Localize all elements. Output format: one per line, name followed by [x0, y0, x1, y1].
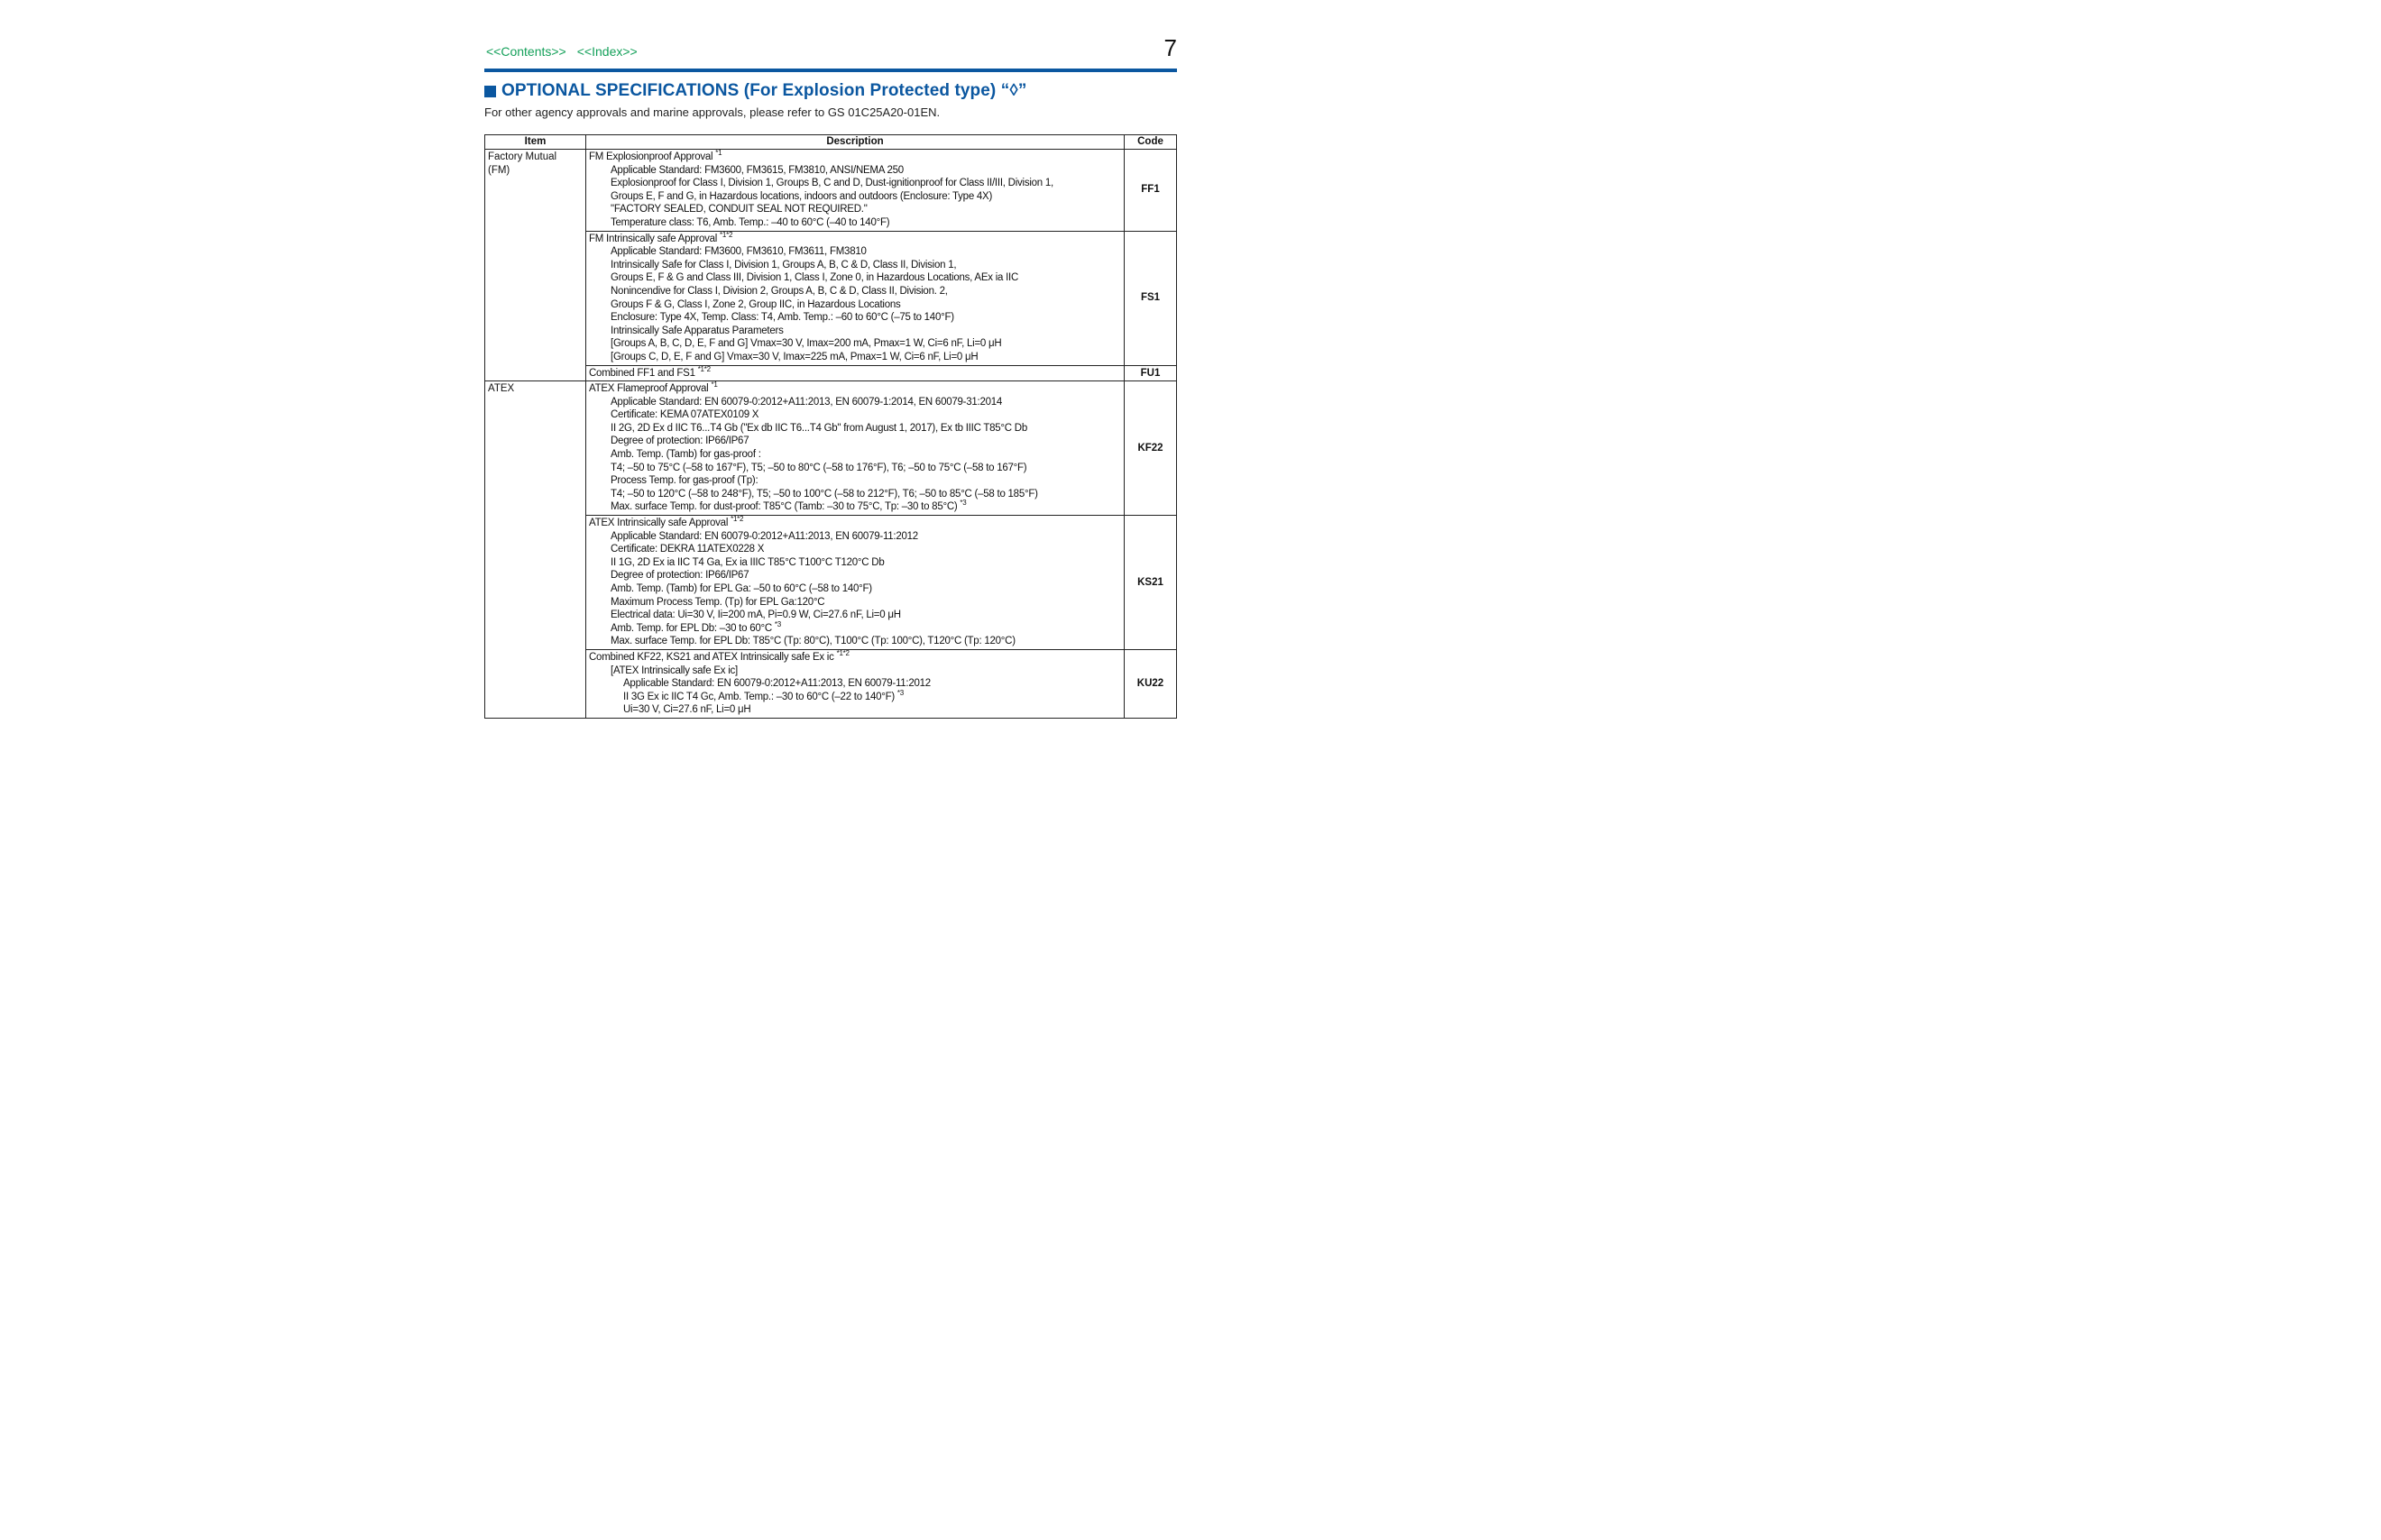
footnote-ref: *3: [896, 688, 904, 697]
description-text: Intrinsically Safe Apparatus Parameters: [611, 325, 784, 336]
description-line: [589, 448, 1121, 462]
description-text: Applicable Standard: FM3600, FM3610, FM3611, FM3810: [611, 246, 867, 258]
description-cell: [586, 516, 1125, 650]
page-number: 7: [1163, 34, 1177, 61]
description-line: [589, 164, 1121, 178]
description-line: [589, 151, 1121, 164]
description-line: [589, 337, 1121, 351]
description-text: Applicable Standard: EN 60079-0:2012+A11:2013, EN 60079-11:2012: [623, 678, 931, 690]
description-text: Groups E, F and G, in Hazardous locations, indoors and outdoors (Enclosure: Type 4X): [611, 190, 993, 202]
description-cell: [586, 365, 1125, 381]
header-code: Code: [1125, 135, 1177, 150]
description-text: Amb. Temp. (Tamb) for gas-proof :: [611, 449, 761, 461]
footnote-ref: *1: [715, 149, 722, 158]
footnote-ref: *1*2: [697, 364, 711, 373]
square-bullet-icon: [484, 86, 496, 97]
description-cell: [586, 231, 1125, 365]
specifications-table: [484, 134, 1177, 719]
description-text: [ATEX Intrinsically safe Ex ic]: [611, 665, 738, 676]
index-link[interactable]: <<Index>>: [576, 44, 638, 59]
description-line: [589, 230, 1121, 246]
description-line: [589, 665, 1121, 678]
description-line: [589, 298, 1121, 312]
description-line: [589, 596, 1121, 610]
description-line: [589, 422, 1121, 435]
footnote-ref: *1*2: [720, 230, 733, 239]
description-line: [589, 351, 1121, 364]
table-row: [485, 381, 1177, 516]
description-text: ATEX Flameproof Approval: [589, 383, 709, 395]
table-row: [485, 231, 1177, 365]
description-line: [589, 177, 1121, 190]
description-line: [589, 619, 1121, 636]
description-text: T4; –50 to 120°C (–58 to 248°F), T5; –50 to 100°C (–58 to 212°F), T6; –50 to 85°C (–58 to 185°F): [611, 488, 1038, 500]
description-cell: [586, 649, 1125, 718]
description-text: "FACTORY SEALED, CONDUIT SEAL NOT REQUIRED.": [611, 204, 868, 215]
description-line: [589, 677, 1121, 691]
description-text: Max. surface Temp. for EPL Db: T85°C (Tp: 80°C), T100°C (Tp: 100°C), T120°C (Tp: 120°C): [611, 636, 1016, 647]
description-text: Combined KF22, KS21 and ATEX Intrinsically safe Ex ic: [589, 651, 834, 663]
footnote-ref: *1*2: [836, 649, 850, 658]
description-line: [589, 556, 1121, 570]
footnote-ref: *1: [711, 380, 718, 390]
description-text: Certificate: KEMA 07ATEX0109 X: [611, 409, 759, 421]
description-line: [589, 703, 1121, 717]
description-text: Degree of protection: IP66/IP67: [611, 570, 749, 582]
code-cell: FS1: [1125, 231, 1177, 365]
description-line: [589, 517, 1121, 530]
description-text: Enclosure: Type 4X, Temp. Class: T4, Amb. Temp.: –60 to 60°C (–75 to 140°F): [611, 312, 954, 324]
description-text: FM Intrinsically safe Approval: [589, 233, 718, 244]
description-text: ATEX Intrinsically safe Approval: [589, 518, 729, 529]
description-text: II 1G, 2D Ex ia IIC T4 Ga, Ex ia IIIC T85°C T100°C T120°C Db: [611, 556, 885, 568]
table-body: [485, 150, 1177, 719]
header-item: Item: [485, 135, 586, 150]
description-text: Certificate: DEKRA 11ATEX0228 X: [611, 544, 765, 555]
table-row: [485, 516, 1177, 650]
contents-link[interactable]: <<Contents>>: [486, 44, 566, 59]
description-text: Intrinsically Safe for Class I, Division 1, Groups A, B, C & D, Class II, Division 1,: [611, 259, 957, 270]
table-row: [485, 649, 1177, 718]
description-line: [589, 609, 1121, 622]
description-text: Electrical data: Ui=30 V, Ii=200 mA, Pi=0.9 W, Ci=27.6 nF, Li=0 μH: [611, 610, 901, 621]
section-title: [484, 81, 1177, 101]
footnote-ref: *3: [960, 499, 967, 508]
nav-links: [486, 44, 648, 59]
description-text: T4; –50 to 75°C (–58 to 167°F), T5; –50 to 80°C (–58 to 176°F), T6; –50 to 75°C (–58 to 167°F): [611, 462, 1027, 473]
description-text: Applicable Standard: FM3600, FM3615, FM3810, ANSI/NEMA 250: [611, 164, 904, 176]
description-text: Explosionproof for Class I, Division 1, Groups B, C and D, Dust-ignitionproof for Class II/III, Division 1,: [611, 178, 1053, 189]
description-cell: [586, 381, 1125, 516]
description-line: [589, 396, 1121, 409]
description-line: [589, 543, 1121, 556]
description-text: Amb. Temp. for EPL Db: –30 to 60°C: [611, 622, 772, 634]
table-header-row: [485, 135, 1177, 150]
code-cell: FU1: [1125, 365, 1177, 381]
description-text: Degree of protection: IP66/IP67: [611, 435, 749, 447]
table-row: [485, 365, 1177, 381]
description-line: [589, 364, 1121, 380]
description-text: Applicable Standard: EN 60079-0:2012+A11:2013, EN 60079-11:2012: [611, 530, 918, 542]
description-text: Ui=30 V, Ci=27.6 nF, Li=0 μH: [623, 704, 751, 716]
code-cell: KS21: [1125, 516, 1177, 650]
description-text: Nonincendive for Class I, Division 2, Groups A, B, C & D, Class II, Division. 2,: [611, 285, 948, 297]
description-line: [589, 408, 1121, 422]
description-line: [589, 325, 1121, 338]
description-line: [589, 688, 1121, 704]
description-text: FM Explosionproof Approval: [589, 151, 713, 162]
description-text: [Groups A, B, C, D, E, F and G] Vmax=30 V, Imax=200 mA, Pmax=1 W, Ci=6 nF, Li=0 μH: [611, 338, 1002, 350]
description-line: [589, 474, 1121, 488]
description-line: [589, 259, 1121, 272]
document-page: [484, 32, 1177, 719]
page-header: [484, 32, 1177, 72]
description-line: [589, 569, 1121, 582]
description-text: Groups F & G, Class I, Zone 2, Group IIC, in Hazardous Locations: [611, 298, 901, 310]
description-line: [589, 216, 1121, 230]
description-text: Maximum Process Temp. (Tp) for EPL Ga:120°C: [611, 596, 825, 608]
description-cell: [586, 150, 1125, 232]
description-line: [589, 488, 1121, 501]
footnote-ref: *1*2: [731, 515, 744, 524]
footnote-ref: *3: [774, 619, 781, 628]
description-line: [589, 651, 1121, 665]
description-text: Combined FF1 and FS1: [589, 367, 695, 379]
description-line: [589, 203, 1121, 216]
section-title-text: OPTIONAL SPECIFICATIONS (For Explosion Protected type) “◊”: [501, 81, 1027, 100]
description-text: II 2G, 2D Ex d IIC T6...T4 Gb ("Ex db IIC T6...T4 Gb" from August 1, 2017), Ex tb IIIC T85°C Db: [611, 422, 1027, 434]
table-row: [485, 150, 1177, 232]
intro-text: For other agency approvals and marine approvals, please refer to GS 01C25A20-01EN.: [484, 105, 941, 119]
item-cell: Factory Mutual (FM): [485, 150, 586, 381]
description-text: Max. surface Temp. for dust-proof: T85°C (Tamb: –30 to 75°C, Tp: –30 to 85°C): [611, 501, 958, 513]
description-text: II 3G Ex ic IIC T4 Gc, Amb. Temp.: –30 to 60°C (–22 to 140°F): [623, 691, 895, 702]
description-line: [589, 190, 1121, 204]
description-line: [589, 435, 1121, 448]
description-line: [589, 271, 1121, 285]
description-text: Applicable Standard: EN 60079-0:2012+A11:2013, EN 60079-1:2014, EN 60079-31:2014: [611, 396, 1003, 408]
description-line: [589, 635, 1121, 648]
description-line: [589, 582, 1121, 596]
code-cell: KF22: [1125, 381, 1177, 516]
item-cell: ATEX: [485, 381, 586, 719]
code-cell: FF1: [1125, 150, 1177, 232]
header-description: Description: [586, 135, 1125, 150]
description-line: [589, 530, 1121, 544]
description-line: [589, 462, 1121, 475]
description-text: Amb. Temp. (Tamb) for EPL Ga: –50 to 60°C (–58 to 140°F): [611, 583, 872, 594]
description-text: Temperature class: T6, Amb. Temp.: –40 to 60°C (–40 to 140°F): [611, 216, 890, 228]
description-line: [589, 500, 1121, 514]
description-line: [589, 285, 1121, 298]
description-text: Process Temp. for gas-proof (Tp):: [611, 475, 758, 487]
description-line: [589, 311, 1121, 325]
description-text: [Groups C, D, E, F and G] Vmax=30 V, Imax=225 mA, Pmax=1 W, Ci=6 nF, Li=0 μH: [611, 351, 979, 362]
description-line: [589, 245, 1121, 259]
description-text: Groups E, F & G and Class III, Division 1, Class I, Zone 0, in Hazardous Locations, AEx ia IIC: [611, 272, 1019, 284]
code-cell: KU22: [1125, 649, 1177, 718]
description-line: [589, 382, 1121, 396]
